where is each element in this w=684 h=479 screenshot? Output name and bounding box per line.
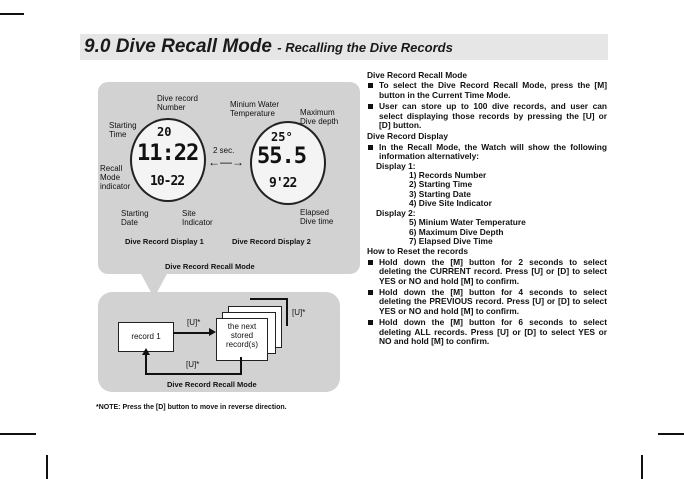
watch1-record-number: 20 (157, 125, 172, 139)
next-stored-records-label: the next stored record(s) (225, 322, 258, 349)
return-arrow-down (240, 357, 242, 374)
bullet-text: User can store up to 100 dive records, and user can select displaying those records by pressing the [U] or [D] button. (379, 101, 607, 131)
bullet-text: To select the Dive Record Recall Mode, press the [M] button in the Current Time Mode. (379, 80, 607, 100)
section-subtitle: - Recalling the Dive Records (277, 40, 453, 55)
bullet-text: Hold down the [M] button for 6 seconds to select deleting ALL records. Press [U] or [D] to select YES or NO and hold [M] to confirm. (379, 317, 607, 346)
bullet-recall-display (367, 143, 607, 162)
interval-label: 2 sec. (213, 146, 235, 155)
return-arrow-head (142, 348, 150, 355)
bullet-delete-all (367, 318, 607, 346)
label-minimum-water-temperature: Minium Water Temperature (230, 100, 280, 118)
bullet-marker (368, 83, 373, 88)
u-button-label-loop: [U]* (292, 308, 306, 317)
bullet-marker (368, 104, 373, 109)
watch1-starting-time: 11:22 (137, 141, 199, 166)
heading-dive-record-display: Dive Record Display (367, 131, 448, 142)
display-2-label: Display 2: (376, 207, 416, 218)
bullet-delete-current (367, 258, 607, 286)
display-2-item: 7) Elapsed Dive Time (409, 235, 493, 246)
display-1-label: Display 1: (376, 160, 416, 171)
alternate-arrow: ←—→ (208, 155, 244, 169)
heading-reset-records: How to Reset the records (367, 246, 468, 257)
section-header (80, 34, 608, 60)
bullet-text: Hold down the [M] button for 2 seconds to select deleting the CURRENT record. Press [U] or [D] to select YES or NO and hold [M] to confirm. (379, 256, 607, 286)
caption-dive-record-recall-mode-bottom: Dive Record Recall Mode (167, 380, 257, 389)
loop-arrow-top-h (250, 298, 287, 300)
forward-arrow-head (209, 328, 216, 336)
caption-dive-record-recall-mode-top: Dive Record Recall Mode (165, 262, 255, 271)
section-title: 9.0 Dive Recall Mode (84, 36, 272, 57)
caption-dive-record-display-2: Dive Record Display 2 (232, 237, 311, 246)
label-starting-date: Starting Date (121, 209, 149, 227)
bullet-delete-previous (367, 288, 607, 316)
forward-arrow-line (173, 332, 213, 334)
loop-arrow-right-v (286, 298, 288, 326)
watch1-starting-date: 10-22 (150, 174, 185, 189)
display-2-item: 6) Maximum Dive Depth (409, 226, 504, 237)
reverse-direction-note: *NOTE: Press the [D] button to move in reverse direction. (96, 404, 287, 411)
label-elapsed-dive-time: Elapsed Dive time (300, 208, 334, 226)
bullet-marker (368, 145, 373, 150)
next-stored-records-box (216, 318, 268, 361)
u-button-label-return: [U]* (186, 360, 200, 369)
display-1-item: 4) Dive Site Indicator (409, 198, 492, 209)
watch2-elapsed-dive-time: 9'22 (269, 176, 297, 191)
bullet-marker (368, 290, 373, 295)
label-site-indicator: Site Indicator (182, 209, 213, 227)
crop-mark-bottom-left (46, 455, 48, 479)
crop-mark-bottom-right (641, 455, 643, 479)
heading-dive-record-recall-mode: Dive Record Recall Mode (367, 70, 468, 80)
label-dive-record-number: Dive record Number (157, 94, 198, 112)
bullet-text: Hold down the [M] button for 4 seconds to select deleting the PREVIOUS record. Press [U] or [D] to select YES or NO and hold [M] to confirm. (379, 286, 607, 316)
bullet-marker (368, 320, 373, 325)
record-1-label: record 1 (131, 332, 161, 341)
display-1-item: 1) Records Number (409, 170, 487, 181)
caption-dive-record-display-1: Dive Record Display 1 (125, 237, 204, 246)
display-1-item: 2) Starting Time (409, 179, 473, 190)
bullet-text: In the Recall Mode, the Watch will show the following information alternatively: (379, 141, 607, 162)
watch2-max-dive-depth: 55.5 (257, 144, 306, 169)
display-2-item: 5) Minium Water Temperature (409, 217, 526, 228)
display-1-item: 3) Starting Date (409, 188, 471, 199)
crop-mark-mid-left (0, 433, 36, 435)
watch2-min-water-temp: 25° (271, 130, 293, 144)
bullet-marker (368, 260, 373, 265)
label-starting-time: Starting Time (109, 121, 137, 139)
bullet-select-mode (367, 81, 607, 100)
bullet-store-records (367, 102, 607, 130)
crop-mark-top-left (0, 13, 24, 15)
u-button-label-forward: [U]* (187, 318, 201, 327)
instruction-column (367, 70, 607, 348)
label-recall-mode-indicator: Recall Mode indicator (100, 164, 131, 191)
crop-mark-mid-right (658, 433, 684, 435)
return-arrow-bottom (145, 373, 242, 375)
label-maximum-dive-depth: Maximum Dive depth (300, 108, 339, 126)
